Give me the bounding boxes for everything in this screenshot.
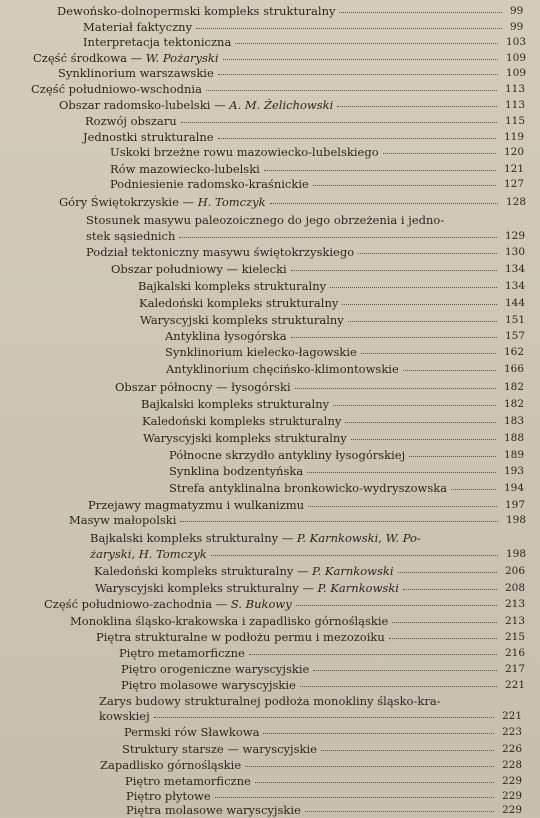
toc-entry-text: Rów mazowiecko-lubelski xyxy=(110,162,260,176)
toc-entry-text: Synklinorium warszawskie xyxy=(58,66,214,80)
toc-entry-title xyxy=(83,129,214,145)
dot-leader xyxy=(291,268,497,271)
dot-leader xyxy=(313,183,496,186)
toc-entry-text: Kaledoński kompleks strukturalny — xyxy=(94,564,313,578)
toc-page-number: 162 xyxy=(504,346,525,358)
toc-entry xyxy=(0,447,540,463)
toc-entry xyxy=(0,480,540,496)
toc-entry-author: P. Karnkowski, W. Po- xyxy=(296,531,421,545)
toc-entry-title xyxy=(83,19,192,35)
toc-entry-text: Bajkalski kompleks strukturalny xyxy=(138,279,327,293)
toc-page-number: 119 xyxy=(504,131,525,143)
toc-page-number: 221 xyxy=(502,710,523,722)
toc-entry-text: Dewońsko-dolnopermski kompleks strukturalny xyxy=(57,4,336,18)
toc-page-number: 215 xyxy=(505,631,526,643)
toc-entry-text: Piętro molasowe waryscyjskie xyxy=(121,678,296,692)
toc-entry-text: Obszar radomsko-lubelski — xyxy=(59,98,230,112)
toc-entry xyxy=(0,741,540,757)
toc-entry-title xyxy=(115,379,291,395)
toc-entry-text: Podniesienie radomsko-kraśnickie xyxy=(110,177,309,191)
toc-entry xyxy=(0,144,540,160)
toc-entry xyxy=(0,661,540,677)
toc-page-number: 134 xyxy=(505,263,526,275)
toc-entry-text: Uskoki brzeżne rowu mazowiecko-lubelskiego xyxy=(110,145,379,159)
toc-entry-title xyxy=(143,430,347,446)
toc-entry-title xyxy=(100,757,241,773)
toc-entry-title xyxy=(86,244,354,260)
dot-leader xyxy=(403,368,496,371)
toc-entry-text: Synklinorium kielecko-łagowskie xyxy=(165,345,357,359)
toc-entry-text: Część środkowa — xyxy=(33,51,146,65)
dot-leader xyxy=(249,652,497,655)
dot-leader xyxy=(351,437,496,440)
toc-entry xyxy=(0,295,540,311)
toc-entry-text: Piętro metamorficzne xyxy=(119,646,245,660)
toc-entry xyxy=(0,65,540,81)
toc-entry-title xyxy=(90,546,207,562)
toc-entry-text: Zarys budowy strukturalnej podłoża monokliny śląsko-kra- xyxy=(99,694,441,708)
toc-entry xyxy=(0,693,540,709)
toc-entry xyxy=(0,81,540,97)
toc-entry-text: Antyklinorium chęcińsko-klimontowskie xyxy=(166,362,399,376)
toc-entry-text: Obszar północny — łysogórski xyxy=(115,380,291,394)
dot-leader xyxy=(307,470,496,473)
toc-page-number: 216 xyxy=(505,647,526,659)
dot-leader xyxy=(321,748,494,751)
toc-entry-title xyxy=(99,708,150,724)
dot-leader xyxy=(218,136,496,139)
toc-entry xyxy=(0,228,540,244)
toc-page-number: 113 xyxy=(505,99,526,111)
dot-leader xyxy=(235,41,498,44)
toc-entry-text: Rozwój obszaru xyxy=(85,114,177,128)
toc-page-number: 113 xyxy=(505,83,526,95)
toc-entry-title xyxy=(166,361,399,377)
toc-entry-text: Monoklina śląsko-krakowska i zapadlisko górnośląskie xyxy=(70,614,389,628)
toc-page-number: 99 xyxy=(510,21,524,33)
dot-leader xyxy=(330,285,497,288)
toc-entry-title xyxy=(33,50,219,66)
toc-entry-title xyxy=(121,677,296,693)
toc-entry-text: Podział tektoniczny masywu świętokrzyskiego xyxy=(86,245,355,259)
toc-entry-title xyxy=(83,34,231,50)
dot-leader xyxy=(339,10,502,13)
toc-entry xyxy=(0,19,540,35)
toc-entry xyxy=(0,463,540,479)
toc-page-number: 188 xyxy=(504,432,525,444)
dot-leader xyxy=(389,636,497,639)
dot-leader xyxy=(333,403,496,406)
toc-entry-text: Struktury starsze — waryscyjskie xyxy=(122,742,317,756)
toc-entry-title xyxy=(88,497,304,513)
toc-entry xyxy=(0,512,540,528)
toc-entry-text: Strefa antyklinalna bronkowicko-wydryszowska xyxy=(169,481,448,495)
toc-entry xyxy=(0,50,540,66)
toc-entry-text: Północne skrzydło antykliny łysogórskiej xyxy=(169,448,406,462)
toc-page-number: 183 xyxy=(504,415,525,427)
dot-leader xyxy=(291,335,497,338)
toc-entry-author: A. M. Żelichowski xyxy=(229,98,334,112)
toc-page-number: 134 xyxy=(505,280,526,292)
toc-page-number: 151 xyxy=(505,314,526,326)
dot-leader xyxy=(264,168,496,171)
toc-entry-title xyxy=(86,228,175,244)
toc-page-number: 226 xyxy=(502,743,523,755)
toc-entry xyxy=(0,261,540,277)
toc-entry-title xyxy=(57,3,335,19)
toc-page-number: 229 xyxy=(502,804,523,816)
dot-leader xyxy=(345,420,496,423)
toc-page-number: 166 xyxy=(504,363,525,375)
toc-entry-title xyxy=(99,693,441,709)
toc-entry-text: Piętra molasowe waryscyjskie xyxy=(126,803,301,817)
toc-page-number: 213 xyxy=(505,615,526,627)
toc-entry-text: Bajkalski kompleks strukturalny — xyxy=(90,531,297,545)
toc-entry-title xyxy=(95,580,399,596)
toc-entry xyxy=(0,724,540,740)
toc-entry xyxy=(0,613,540,629)
dot-leader xyxy=(313,668,497,671)
toc-entry-title xyxy=(142,413,341,429)
toc-entry-author: żaryski, H. Tomczyk xyxy=(90,547,207,561)
toc-entry-title xyxy=(122,741,317,757)
toc-entry-title xyxy=(59,97,333,113)
toc-entry xyxy=(0,497,540,513)
dot-leader xyxy=(295,386,496,389)
toc-entry xyxy=(0,244,540,260)
toc-entry-title xyxy=(169,447,405,463)
toc-page-number: 130 xyxy=(505,246,526,258)
toc-entry-title xyxy=(70,613,388,629)
dot-leader xyxy=(348,319,497,322)
dot-leader xyxy=(270,201,498,204)
toc-entry xyxy=(0,113,540,129)
toc-entry-text: Kaledoński kompleks strukturalny xyxy=(139,296,339,310)
toc-entry-text: Antyklina łysogórska xyxy=(165,329,287,343)
toc-entry-author: H. Tomczyk xyxy=(197,195,266,209)
toc-entry-text: Piętro płytowe xyxy=(126,789,211,803)
dot-leader xyxy=(383,151,496,154)
toc-page-number: 198 xyxy=(506,548,527,560)
toc-page-number: 115 xyxy=(505,115,526,127)
dot-leader xyxy=(196,26,502,29)
toc-entry xyxy=(0,344,540,360)
dot-leader xyxy=(206,88,497,91)
dot-leader xyxy=(361,351,496,354)
toc-entry-text: Piętro metamorficzne xyxy=(125,774,251,788)
dot-leader xyxy=(215,795,494,798)
toc-entry-title xyxy=(85,113,177,129)
toc-entry xyxy=(0,677,540,693)
toc-entry-title xyxy=(141,396,329,412)
toc-entry-title xyxy=(126,802,301,818)
dot-leader xyxy=(296,603,497,606)
toc-page-number: 127 xyxy=(504,178,525,190)
dot-leader xyxy=(154,715,494,718)
toc-entry-text: Waryscyjski kompleks strukturalny xyxy=(140,313,344,327)
dot-leader xyxy=(308,504,497,507)
toc-page-number: 121 xyxy=(504,163,525,175)
toc-entry xyxy=(0,596,540,612)
toc-entry xyxy=(0,97,540,113)
toc-entry xyxy=(0,176,540,192)
toc-entry-title xyxy=(121,661,309,677)
dot-leader xyxy=(342,302,497,305)
toc-entry xyxy=(0,708,540,724)
toc-entry-title xyxy=(59,194,266,210)
toc-entry-text: kowskiej xyxy=(99,709,150,723)
toc-entry xyxy=(0,773,540,789)
toc-entry-title xyxy=(125,773,251,789)
toc-entry xyxy=(0,328,540,344)
toc-entry xyxy=(0,3,540,19)
toc-entry xyxy=(0,194,540,210)
dot-leader xyxy=(403,587,497,590)
toc-entry xyxy=(0,361,540,377)
toc-entry-text: Kaledoński kompleks strukturalny xyxy=(142,414,342,428)
toc-page-number: 228 xyxy=(502,759,523,771)
toc-page-number: 182 xyxy=(504,381,525,393)
dot-leader xyxy=(300,684,497,687)
toc-entry-author: P. Karnkowski xyxy=(317,581,399,595)
dot-leader xyxy=(255,780,494,783)
toc-entry-text: Jednostki strukturalne xyxy=(83,130,214,144)
toc-entry xyxy=(0,396,540,412)
toc-page-number: 99 xyxy=(510,5,524,17)
dot-leader xyxy=(223,57,498,60)
toc-entry-title xyxy=(165,328,287,344)
toc-page-number: 229 xyxy=(502,775,523,787)
dot-leader xyxy=(358,251,497,254)
toc-entry-title xyxy=(139,295,338,311)
toc-entry xyxy=(0,645,540,661)
toc-entry-title xyxy=(44,596,292,612)
toc-page-number: 157 xyxy=(505,330,526,342)
toc-entry-title xyxy=(58,65,214,81)
toc-page-number: 223 xyxy=(502,726,523,738)
toc-entry-text: Materiał faktyczny xyxy=(83,20,193,34)
toc-entry xyxy=(0,802,540,818)
toc-page-number: 194 xyxy=(504,482,525,494)
toc-page-number: 120 xyxy=(504,146,525,158)
toc-entry xyxy=(0,530,540,546)
toc-entry-text: Obszar południowy — kielecki xyxy=(111,262,287,276)
toc-entry-title xyxy=(86,212,444,228)
toc-entry xyxy=(0,757,540,773)
dot-leader xyxy=(392,620,497,623)
toc-entry xyxy=(0,34,540,50)
toc-page-number: 197 xyxy=(505,499,526,511)
dot-leader xyxy=(263,731,494,734)
toc-entry-text: Piętro orogeniczne waryscyjskie xyxy=(121,662,310,676)
toc-entry-text: Piętra strukturalne w podłożu permu i mezozoiku xyxy=(96,630,385,644)
dot-leader xyxy=(180,519,498,522)
toc-page-number: 229 xyxy=(502,790,523,802)
dot-leader xyxy=(451,487,496,490)
dot-leader xyxy=(409,454,496,457)
toc-entry-title xyxy=(119,645,245,661)
toc-entry-text: Góry Świętokrzyskie — xyxy=(59,195,198,209)
toc-entry-title xyxy=(169,463,303,479)
toc-entry-title xyxy=(31,81,202,97)
toc-entry-title xyxy=(110,161,260,177)
toc-entry-title xyxy=(110,176,309,192)
toc-page-number: 206 xyxy=(505,565,526,577)
toc-entry-text: Bajkalski kompleks strukturalny xyxy=(141,397,330,411)
toc-page-number: 221 xyxy=(505,679,526,691)
dot-leader xyxy=(211,553,498,556)
toc-page-number: 213 xyxy=(505,598,526,610)
toc-page-number: 217 xyxy=(505,663,526,675)
toc-page-number: 189 xyxy=(504,449,525,461)
dot-leader xyxy=(179,235,497,238)
toc-entry-author: P. Karnkowski xyxy=(312,564,394,578)
toc-entry-text: Synklina bodzentyńska xyxy=(169,464,304,478)
toc-entry xyxy=(0,629,540,645)
toc-entry-text: Część południowo-zachodnia — xyxy=(44,597,231,611)
toc-page-number: 109 xyxy=(506,67,527,79)
toc-page-number: 103 xyxy=(506,36,527,48)
toc-entry-title xyxy=(69,512,176,528)
toc-entry-title xyxy=(110,144,379,160)
dot-leader xyxy=(245,764,494,767)
toc-entry-text: Masyw małopolski xyxy=(69,513,177,527)
toc-entry xyxy=(0,546,540,562)
toc-entry-title xyxy=(94,563,394,579)
toc-entry xyxy=(0,563,540,579)
toc-entry-text: stek sąsiednich xyxy=(86,229,176,243)
toc-page-number: 182 xyxy=(504,398,525,410)
dot-leader xyxy=(398,570,497,573)
toc-entry-author: S. Bukowy xyxy=(230,597,292,611)
toc-page-number: 109 xyxy=(506,52,527,64)
toc-entry-text: Interpretacja tektoniczna xyxy=(83,35,232,49)
toc-entry xyxy=(0,129,540,145)
toc-entry-text: Waryscyjski kompleks strukturalny — xyxy=(95,581,318,595)
toc-entry-text: Permski rów Sławkowa xyxy=(124,725,260,739)
toc-entry-text: Zapadlisko górnośląskie xyxy=(100,758,242,772)
toc-page-number: 128 xyxy=(506,196,527,208)
toc-entry xyxy=(0,212,540,228)
toc-entry xyxy=(0,413,540,429)
toc-entry-text: Waryscyjski kompleks strukturalny xyxy=(143,431,347,445)
toc-entry-text: Część południowo-wschodnia xyxy=(31,82,202,96)
toc-entry-text: Stosunek masywu paleozoicznego do jego obrzeżenia i jedno- xyxy=(86,213,445,227)
toc-entry-title xyxy=(165,344,357,360)
toc-entry-author: W. Pożaryski xyxy=(145,51,219,65)
dot-leader xyxy=(337,104,497,107)
toc-entry-title xyxy=(111,261,287,277)
dot-leader xyxy=(181,120,497,123)
toc-entry-title xyxy=(138,278,326,294)
toc-entry-text: Przejawy magmatyzmu i wulkanizmu xyxy=(88,498,305,512)
dot-leader xyxy=(218,72,498,75)
dot-leader xyxy=(305,809,494,812)
toc-entry xyxy=(0,379,540,395)
toc-page-number: 198 xyxy=(506,514,527,526)
toc-entry xyxy=(0,580,540,596)
toc-page-number: 208 xyxy=(505,582,526,594)
toc-entry-title xyxy=(140,312,344,328)
toc-entry-title xyxy=(90,530,421,546)
toc-entry xyxy=(0,430,540,446)
toc-entry xyxy=(0,278,540,294)
toc-entry-title xyxy=(169,480,447,496)
toc-page-number: 193 xyxy=(504,465,525,477)
toc-entry-title xyxy=(124,724,259,740)
toc-page-number: 129 xyxy=(505,230,526,242)
toc-entry xyxy=(0,312,540,328)
toc-page-number: 144 xyxy=(505,297,526,309)
toc-entry xyxy=(0,161,540,177)
toc-entry-title xyxy=(96,629,385,645)
